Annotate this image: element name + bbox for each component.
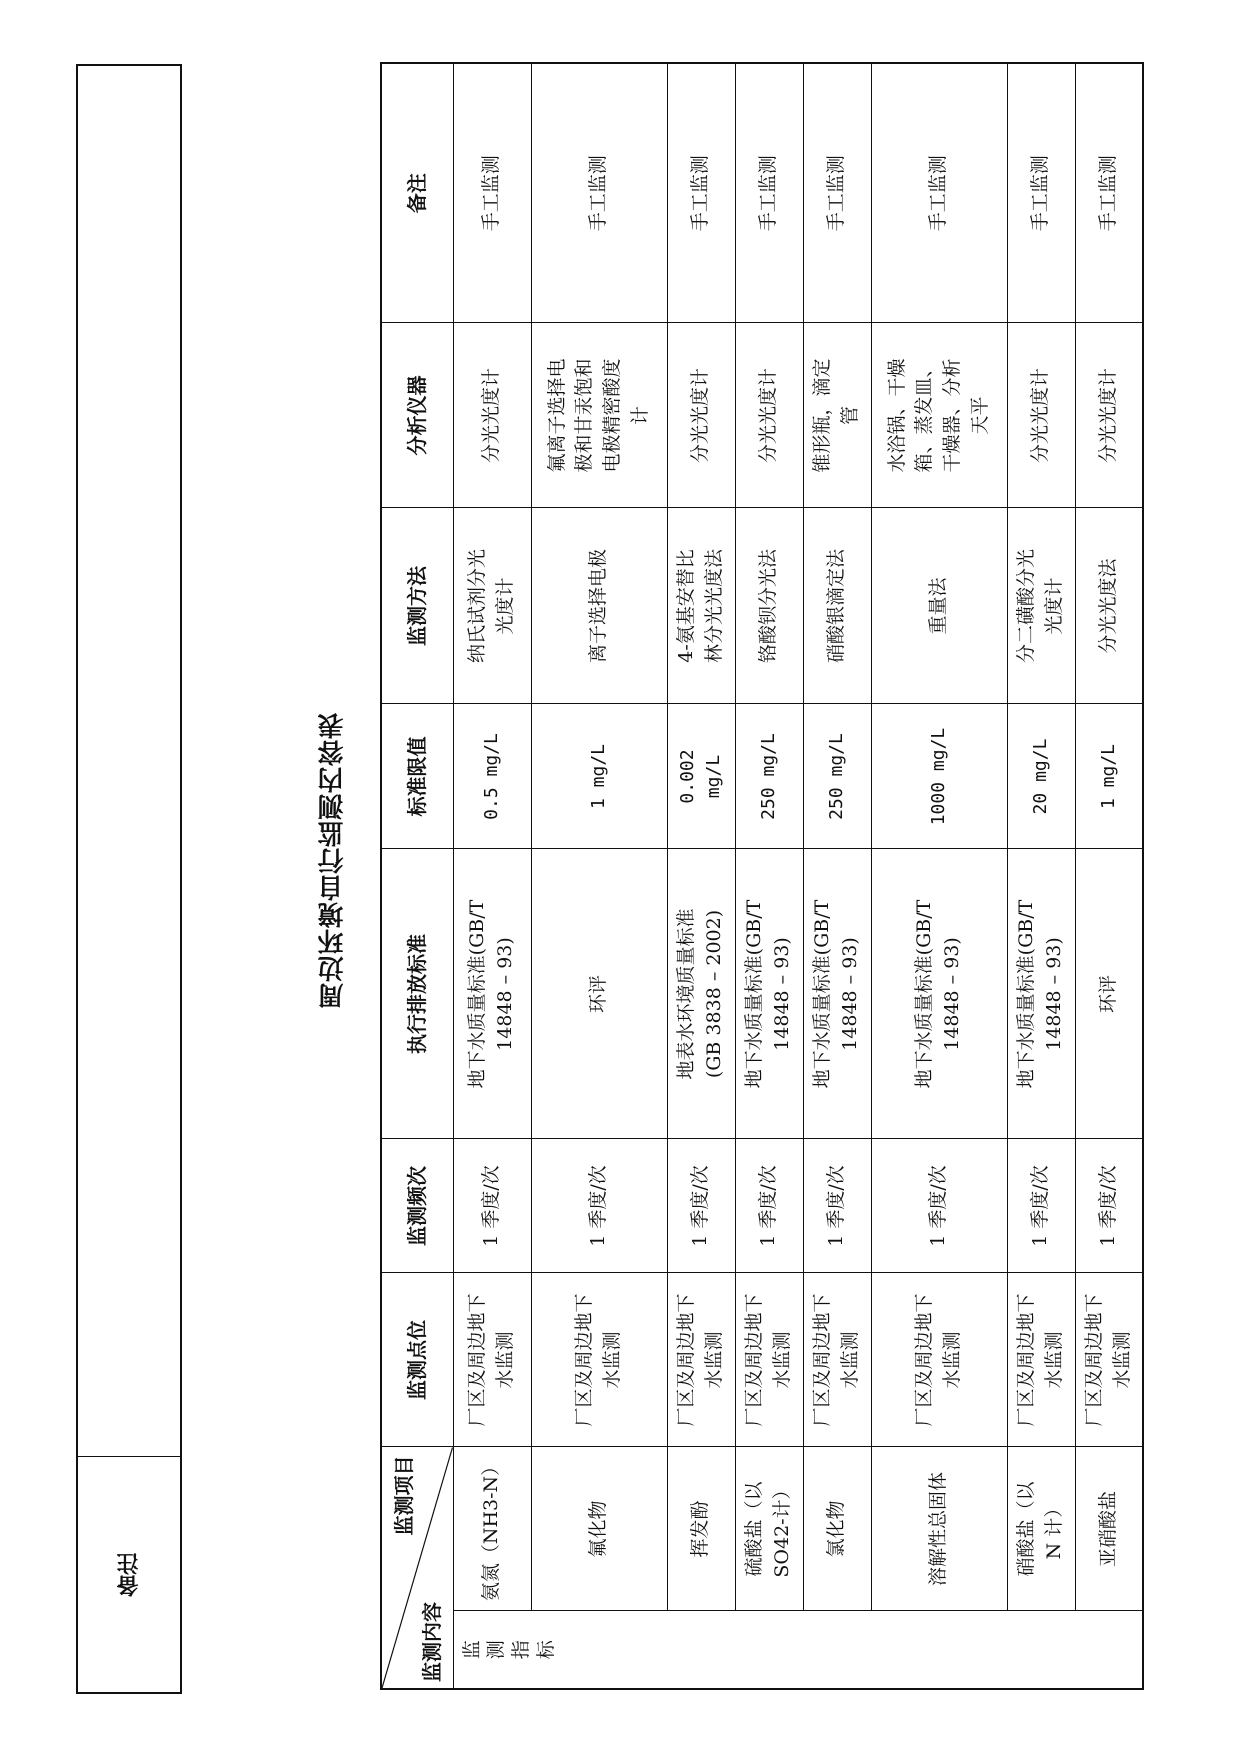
cell-frequency: 1 季度/次 [453, 1139, 531, 1273]
remark-box-label: 备注 [116, 1553, 142, 1597]
cell-point: 厂区及周边地下 水监测 [667, 1273, 735, 1447]
header-standard: 执行排放标准 [381, 849, 453, 1139]
header-corner-top: 监测项目 [392, 1455, 416, 1536]
cell-item: 氟化物 [531, 1447, 667, 1611]
cell-standard: 地下水质量标准(GB/T 14848 – 93) [803, 849, 871, 1139]
cell-limit: 0.5 mg/L [453, 704, 531, 849]
cell-limit: 0.002 mg/L [667, 704, 735, 849]
header-corner-bottom: 监测内容 [419, 1602, 444, 1682]
cell-remark: 手工监测 [735, 63, 803, 323]
cell-method: 4-氨基安替比 林分光光度法 [667, 508, 735, 704]
cell-remark: 手工监测 [531, 63, 667, 323]
header-frequency: 监测频次 [381, 1139, 453, 1273]
cell-method: 分二磺酸分光 光度计 [1007, 508, 1075, 704]
header-limit: 标准限值 [381, 704, 453, 849]
cell-item: 亚硝酸盐 [1075, 1447, 1143, 1611]
cell-item: 硝酸盐（以 N 计） [1007, 1447, 1075, 1611]
cell-point: 厂区及周边地下 水监测 [871, 1273, 1007, 1447]
cell-method: 铬酸钡分光法 [735, 508, 803, 704]
table-header-row [381, 63, 453, 1689]
table-row [735, 63, 803, 1689]
cell-frequency: 1 季度/次 [1007, 1139, 1075, 1273]
cell-standard: 环评 [1075, 849, 1143, 1139]
header-corner-cell [381, 1447, 453, 1689]
cell-frequency: 1 季度/次 [667, 1139, 735, 1273]
header-point: 监测点位 [381, 1273, 453, 1447]
monitoring-table-wrap [380, 64, 1138, 1690]
page-title: 周边环境自行监测内容表 [317, 711, 348, 1009]
cell-instrument: 分光光度计 [1007, 323, 1075, 508]
cell-method: 纳氏试剂分光 光度计 [453, 508, 531, 704]
cell-remark: 手工监测 [667, 63, 735, 323]
cell-instrument: 分光光度计 [453, 323, 531, 508]
cell-limit: 250 mg/L [803, 704, 871, 849]
cell-point: 厂区及周边地下 水监测 [803, 1273, 871, 1447]
table-row [667, 63, 735, 1689]
cell-item: 氨氮（NH3-N） [453, 1447, 531, 1611]
remark-box-divider [78, 1456, 180, 1457]
cell-standard: 地表水环境质量标准 (GB 3838 – 2002) [667, 849, 735, 1139]
cell-limit: 250 mg/L [735, 704, 803, 849]
cell-standard: 环评 [531, 849, 667, 1139]
cell-standard: 地下水质量标准(GB/T 14848 – 93) [871, 849, 1007, 1139]
header-instrument: 分析仪器 [381, 323, 453, 508]
cell-remark: 手工监测 [803, 63, 871, 323]
cell-instrument: 锥形瓶，滴定 管 [803, 323, 871, 508]
cell-item: 溶解性总固体 [871, 1447, 1007, 1611]
cell-standard: 地下水质量标准(GB/T 14848 – 93) [453, 849, 531, 1139]
cell-limit: 1 mg/L [531, 704, 667, 849]
cell-limit: 1000 mg/L [871, 704, 1007, 849]
cell-item: 挥发酚 [667, 1447, 735, 1611]
table-row [871, 63, 1007, 1689]
cell-frequency: 1 季度/次 [735, 1139, 803, 1273]
cell-item: 氯化物 [803, 1447, 871, 1611]
cell-limit: 1 mg/L [1075, 704, 1143, 849]
cell-method: 离子选择电极 [531, 508, 667, 704]
indicator-side-label: 监 测 指 标 [453, 1611, 1143, 1689]
cell-instrument: 分光光度计 [1075, 323, 1143, 508]
remark-box [76, 64, 182, 1694]
table-row [1075, 63, 1143, 1689]
monitoring-table [380, 62, 1144, 1690]
table-row [531, 63, 667, 1689]
cell-item: 硫酸盐（以 SO42-计） [735, 1447, 803, 1611]
header-method: 监测方法 [381, 508, 453, 704]
cell-point: 厂区及周边地下 水监测 [735, 1273, 803, 1447]
cell-point: 厂区及周边地下 水监测 [453, 1273, 531, 1447]
cell-instrument: 分光光度计 [735, 323, 803, 508]
cell-instrument: 水浴锅、干燥 箱、蒸发皿、 干燥器、分析 天平 [871, 323, 1007, 508]
cell-instrument: 分光光度计 [667, 323, 735, 508]
cell-remark: 手工监测 [1007, 63, 1075, 323]
cell-point: 厂区及周边地下 水监测 [1007, 1273, 1075, 1447]
cell-instrument: 氟离子选择电 极和甘汞饱和 电极精密酸度 计 [531, 323, 667, 508]
cell-limit: 20 mg/L [1007, 704, 1075, 849]
cell-point: 厂区及周边地下 水监测 [531, 1273, 667, 1447]
table-row [1007, 63, 1075, 1689]
cell-method: 硝酸银滴定法 [803, 508, 871, 704]
page-title-wrap [302, 600, 362, 1120]
cell-point: 厂区及周边地下 水监测 [1075, 1273, 1143, 1447]
cell-method: 重量法 [871, 508, 1007, 704]
cell-remark: 手工监测 [1075, 63, 1143, 323]
cell-remark: 手工监测 [453, 63, 531, 323]
table-row [803, 63, 871, 1689]
cell-frequency: 1 季度/次 [871, 1139, 1007, 1273]
cell-standard: 地下水质量标准(GB/T 14848 – 93) [735, 849, 803, 1139]
cell-method: 分光光度法 [1075, 508, 1143, 704]
remark-box-label-cell [78, 1458, 180, 1692]
cell-frequency: 1 季度/次 [531, 1139, 667, 1273]
table-row [453, 63, 531, 1689]
cell-standard: 地下水质量标准(GB/T 14848 – 93) [1007, 849, 1075, 1139]
header-remark: 备注 [381, 63, 453, 323]
cell-remark: 手工监测 [871, 63, 1007, 323]
cell-frequency: 1 季度/次 [1075, 1139, 1143, 1273]
cell-frequency: 1 季度/次 [803, 1139, 871, 1273]
